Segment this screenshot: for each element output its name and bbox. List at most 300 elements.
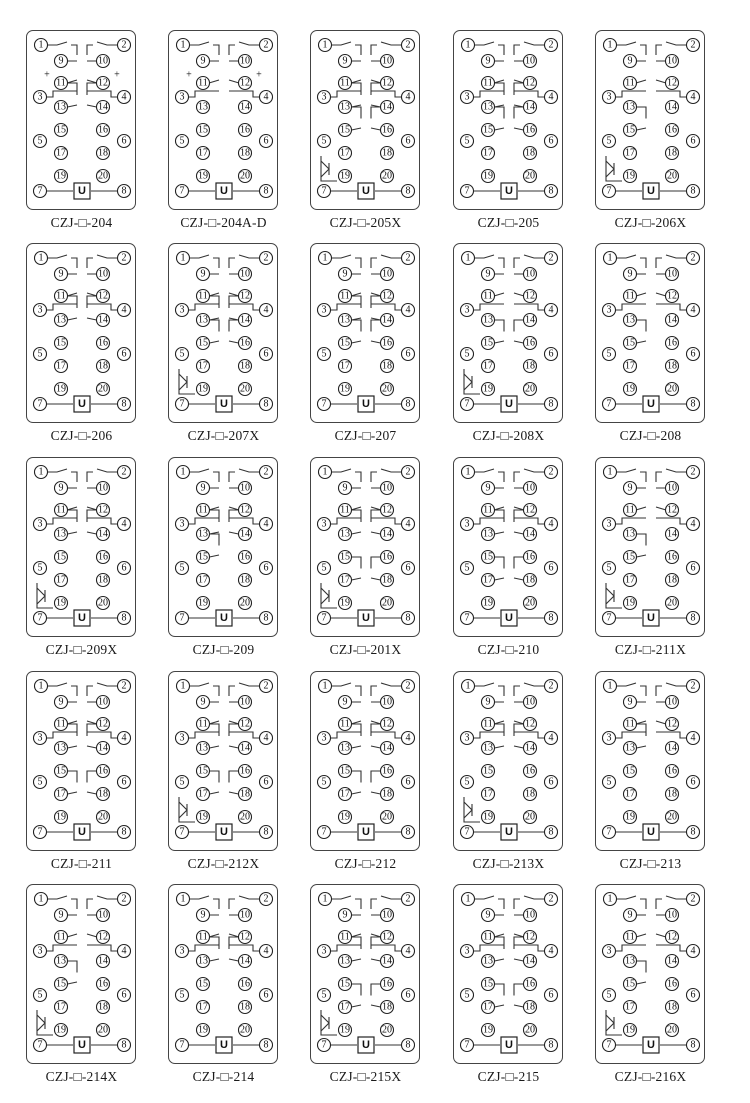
diagram-caption: CZJ-□-204A-D xyxy=(180,215,267,230)
terminal-13 xyxy=(55,528,68,541)
plus-left: + xyxy=(44,69,50,81)
terminal-14 xyxy=(524,101,537,114)
coil-u-box xyxy=(216,610,232,626)
svg-text:2: 2 xyxy=(121,893,127,905)
svg-text:U: U xyxy=(362,612,370,624)
svg-text:11: 11 xyxy=(198,931,208,943)
svg-text:19: 19 xyxy=(56,170,66,182)
terminal-6 xyxy=(260,989,273,1002)
contact-12-14 xyxy=(514,83,524,107)
coil-u-box xyxy=(501,396,517,412)
contact-11-13 xyxy=(495,937,505,961)
terminal-20 xyxy=(666,170,679,183)
svg-text:16: 16 xyxy=(667,551,677,563)
svg-text:11: 11 xyxy=(483,931,493,943)
svg-text:9: 9 xyxy=(342,55,348,67)
terminal-20 xyxy=(97,811,110,824)
contact-15-17 xyxy=(352,771,362,794)
terminal-15 xyxy=(482,978,495,991)
terminal-2 xyxy=(260,252,273,265)
svg-text:1: 1 xyxy=(180,893,186,905)
coil-u-box xyxy=(643,824,659,840)
svg-text:5: 5 xyxy=(321,348,327,360)
svg-text:14: 14 xyxy=(525,101,535,113)
svg-text:4: 4 xyxy=(121,945,127,957)
contact-13-15 xyxy=(637,534,647,557)
svg-text:17: 17 xyxy=(625,147,635,159)
terminal-19 xyxy=(197,597,210,610)
svg-text:15: 15 xyxy=(56,765,66,777)
coil-u-box xyxy=(643,183,659,199)
terminal-13 xyxy=(624,528,637,541)
terminal-9 xyxy=(197,268,210,281)
terminal-8 xyxy=(687,185,700,198)
terminal-9 xyxy=(55,909,68,922)
svg-text:7: 7 xyxy=(464,1039,470,1051)
svg-text:12: 12 xyxy=(382,931,392,943)
svg-text:13: 13 xyxy=(625,528,635,540)
svg-text:11: 11 xyxy=(198,290,208,302)
terminal-12 xyxy=(381,718,394,731)
terminal-11 xyxy=(624,77,637,90)
terminal-14 xyxy=(97,101,110,114)
terminal-19 xyxy=(55,1024,68,1037)
svg-text:15: 15 xyxy=(483,337,493,349)
terminal-3 xyxy=(603,732,616,745)
terminal-15 xyxy=(339,124,352,137)
terminal-16 xyxy=(239,765,252,778)
terminal-2 xyxy=(402,893,415,906)
terminal-3 xyxy=(34,91,47,104)
terminal-16 xyxy=(381,337,394,350)
svg-text:4: 4 xyxy=(548,732,554,744)
svg-text:2: 2 xyxy=(548,252,554,264)
diagram-caption: CZJ-□-207 xyxy=(334,428,397,443)
diagram-caption: CZJ-□-205 xyxy=(477,215,540,230)
svg-text:15: 15 xyxy=(625,337,635,349)
svg-text:1: 1 xyxy=(180,680,186,692)
terminal-4 xyxy=(545,304,558,317)
svg-text:18: 18 xyxy=(382,788,392,800)
contact-13-15 xyxy=(637,961,647,984)
terminal-18 xyxy=(97,147,110,160)
svg-text:3: 3 xyxy=(37,304,43,316)
svg-text:15: 15 xyxy=(56,124,66,136)
svg-text:2: 2 xyxy=(121,252,127,264)
terminal-6 xyxy=(260,562,273,575)
terminal-2 xyxy=(402,680,415,693)
svg-text:15: 15 xyxy=(483,765,493,777)
svg-text:10: 10 xyxy=(240,268,250,280)
terminal-17 xyxy=(482,360,495,373)
terminal-14 xyxy=(239,528,252,541)
svg-text:U: U xyxy=(505,185,513,197)
terminal-4 xyxy=(260,91,273,104)
relay-diagram xyxy=(26,457,136,637)
svg-text:13: 13 xyxy=(483,314,493,326)
svg-text:2: 2 xyxy=(121,680,127,692)
svg-text:15: 15 xyxy=(56,337,66,349)
svg-text:18: 18 xyxy=(240,574,250,586)
svg-text:11: 11 xyxy=(625,718,635,730)
terminal-11 xyxy=(624,290,637,303)
svg-text:13: 13 xyxy=(198,101,208,113)
terminal-17 xyxy=(339,574,352,587)
terminal-18 xyxy=(239,1001,252,1014)
terminal-1 xyxy=(319,466,332,479)
diode-symbol xyxy=(321,156,337,181)
terminal-6 xyxy=(545,348,558,361)
coil-u-box xyxy=(501,824,517,840)
svg-text:9: 9 xyxy=(485,268,491,280)
wiring-svg xyxy=(454,885,564,1065)
terminal-12 xyxy=(666,718,679,731)
coil-u-box xyxy=(643,1037,659,1053)
terminal-9 xyxy=(624,268,637,281)
svg-text:9: 9 xyxy=(58,55,64,67)
coil-u-box xyxy=(74,183,90,199)
terminal-10 xyxy=(381,482,394,495)
terminal-19 xyxy=(55,383,68,396)
diagram-caption: CZJ-□-204 xyxy=(50,215,113,230)
svg-text:18: 18 xyxy=(98,574,108,586)
svg-text:12: 12 xyxy=(98,718,108,730)
terminal-10 xyxy=(239,696,252,709)
relay-diagram xyxy=(168,671,278,851)
svg-text:20: 20 xyxy=(240,1024,250,1036)
terminal-12 xyxy=(97,290,110,303)
relay-diagram xyxy=(310,884,420,1064)
terminal-4 xyxy=(687,304,700,317)
svg-text:2: 2 xyxy=(121,466,127,478)
terminal-5 xyxy=(34,348,47,361)
terminal-18 xyxy=(97,574,110,587)
svg-text:3: 3 xyxy=(464,304,470,316)
terminal-11 xyxy=(197,931,210,944)
terminal-9 xyxy=(339,482,352,495)
svg-text:3: 3 xyxy=(37,518,43,530)
terminal-19 xyxy=(624,383,637,396)
svg-text:9: 9 xyxy=(58,909,64,921)
svg-text:15: 15 xyxy=(198,978,208,990)
terminal-13 xyxy=(339,101,352,114)
svg-text:14: 14 xyxy=(525,955,535,967)
terminal-20 xyxy=(381,811,394,824)
terminal-5 xyxy=(461,776,474,789)
svg-text:14: 14 xyxy=(382,314,392,326)
terminal-2 xyxy=(545,893,558,906)
terminal-17 xyxy=(197,574,210,587)
terminal-2 xyxy=(260,466,273,479)
terminal-4 xyxy=(687,732,700,745)
contact-16-18 xyxy=(371,771,381,794)
terminal-4 xyxy=(545,518,558,531)
terminal-16 xyxy=(97,978,110,991)
relay-diagram xyxy=(310,243,420,423)
terminal-15 xyxy=(339,551,352,564)
svg-text:4: 4 xyxy=(548,304,554,316)
terminal-16 xyxy=(524,337,537,350)
contact-11-13 xyxy=(352,937,362,961)
wiring-svg xyxy=(454,672,564,852)
diagram-caption: CZJ-□-211 xyxy=(50,856,113,871)
svg-text:7: 7 xyxy=(606,185,612,197)
svg-text:U: U xyxy=(220,398,228,410)
svg-text:17: 17 xyxy=(483,788,493,800)
terminal-13 xyxy=(197,528,210,541)
svg-text:16: 16 xyxy=(667,765,677,777)
contact-12-14 xyxy=(229,937,239,961)
terminal-4 xyxy=(260,304,273,317)
svg-text:17: 17 xyxy=(625,360,635,372)
diode-symbol xyxy=(464,797,480,822)
wiring-svg xyxy=(27,31,137,211)
terminal-4 xyxy=(260,945,273,958)
svg-text:2: 2 xyxy=(405,39,411,51)
terminal-1 xyxy=(177,39,190,52)
terminal-6 xyxy=(260,135,273,148)
svg-text:10: 10 xyxy=(240,909,250,921)
diode-symbol xyxy=(321,583,337,608)
svg-text:U: U xyxy=(362,185,370,197)
terminal-17 xyxy=(55,360,68,373)
svg-text:4: 4 xyxy=(121,91,127,103)
terminal-16 xyxy=(666,337,679,350)
svg-text:4: 4 xyxy=(690,945,696,957)
terminal-15 xyxy=(339,978,352,991)
svg-text:19: 19 xyxy=(198,811,208,823)
svg-text:10: 10 xyxy=(667,55,677,67)
terminal-1 xyxy=(319,39,332,52)
svg-text:19: 19 xyxy=(625,811,635,823)
svg-text:11: 11 xyxy=(56,290,66,302)
svg-text:U: U xyxy=(362,1039,370,1051)
svg-text:16: 16 xyxy=(240,337,250,349)
svg-text:17: 17 xyxy=(198,574,208,586)
svg-text:3: 3 xyxy=(321,945,327,957)
terminal-9 xyxy=(482,482,495,495)
svg-text:18: 18 xyxy=(525,788,535,800)
terminal-2 xyxy=(545,466,558,479)
svg-text:3: 3 xyxy=(321,732,327,744)
terminal-6 xyxy=(118,562,131,575)
contact-12-14 xyxy=(229,510,239,534)
svg-text:8: 8 xyxy=(121,1039,127,1051)
terminal-19 xyxy=(624,1024,637,1037)
terminal-4 xyxy=(118,91,131,104)
svg-text:8: 8 xyxy=(121,612,127,624)
terminal-19 xyxy=(482,811,495,824)
terminal-17 xyxy=(55,147,68,160)
terminal-3 xyxy=(176,91,189,104)
svg-text:6: 6 xyxy=(690,989,696,1001)
terminal-16 xyxy=(381,551,394,564)
contact-11-13 xyxy=(637,724,647,748)
svg-text:15: 15 xyxy=(340,978,350,990)
terminal-19 xyxy=(339,597,352,610)
contact-15-17 xyxy=(495,557,505,580)
svg-text:13: 13 xyxy=(625,955,635,967)
svg-text:4: 4 xyxy=(405,91,411,103)
svg-text:8: 8 xyxy=(690,612,696,624)
svg-text:14: 14 xyxy=(525,314,535,326)
terminal-5 xyxy=(34,135,47,148)
terminal-10 xyxy=(524,909,537,922)
svg-text:14: 14 xyxy=(98,955,108,967)
diode-symbol xyxy=(606,1010,622,1035)
terminal-15 xyxy=(482,765,495,778)
svg-text:13: 13 xyxy=(198,314,208,326)
svg-text:7: 7 xyxy=(37,398,43,410)
terminal-14 xyxy=(239,314,252,327)
terminal-14 xyxy=(239,101,252,114)
terminal-9 xyxy=(482,909,495,922)
svg-text:14: 14 xyxy=(98,101,108,113)
contact-16-18 xyxy=(514,984,524,1007)
terminal-6 xyxy=(118,776,131,789)
svg-text:14: 14 xyxy=(667,528,677,540)
terminal-17 xyxy=(482,147,495,160)
relay-diagram xyxy=(453,457,563,637)
terminal-11 xyxy=(339,290,352,303)
svg-text:17: 17 xyxy=(625,574,635,586)
svg-text:4: 4 xyxy=(263,945,269,957)
contact-13-15 xyxy=(637,320,647,343)
terminal-15 xyxy=(55,124,68,137)
svg-text:5: 5 xyxy=(37,562,43,574)
diagram-caption: CZJ-□-215X xyxy=(329,1069,402,1084)
terminal-12 xyxy=(524,718,537,731)
svg-text:20: 20 xyxy=(525,811,535,823)
relay-diagram xyxy=(26,884,136,1064)
terminal-18 xyxy=(666,788,679,801)
svg-text:9: 9 xyxy=(342,696,348,708)
svg-text:7: 7 xyxy=(179,398,185,410)
svg-text:7: 7 xyxy=(179,185,185,197)
svg-text:13: 13 xyxy=(340,742,350,754)
terminal-10 xyxy=(97,482,110,495)
terminal-7 xyxy=(176,398,189,411)
terminal-3 xyxy=(318,518,331,531)
terminal-5 xyxy=(34,776,47,789)
terminal-10 xyxy=(666,482,679,495)
terminal-12 xyxy=(239,77,252,90)
svg-text:8: 8 xyxy=(263,612,269,624)
wiring-svg xyxy=(596,31,706,211)
terminal-20 xyxy=(666,597,679,610)
svg-text:U: U xyxy=(505,398,513,410)
svg-text:17: 17 xyxy=(198,147,208,159)
svg-text:4: 4 xyxy=(405,945,411,957)
svg-text:12: 12 xyxy=(382,504,392,516)
svg-text:U: U xyxy=(505,1039,513,1051)
terminal-16 xyxy=(666,765,679,778)
svg-text:3: 3 xyxy=(606,732,612,744)
svg-text:2: 2 xyxy=(548,466,554,478)
terminal-6 xyxy=(118,348,131,361)
terminal-2 xyxy=(260,39,273,52)
wiring-svg xyxy=(311,885,421,1065)
svg-text:4: 4 xyxy=(263,91,269,103)
svg-text:1: 1 xyxy=(38,893,44,905)
terminal-4 xyxy=(545,91,558,104)
contact-15-17 xyxy=(210,771,220,794)
terminal-7 xyxy=(461,1039,474,1052)
relay-diagram xyxy=(26,671,136,851)
svg-text:4: 4 xyxy=(121,304,127,316)
terminal-10 xyxy=(666,909,679,922)
svg-text:17: 17 xyxy=(340,147,350,159)
svg-text:15: 15 xyxy=(625,978,635,990)
terminal-10 xyxy=(666,55,679,68)
svg-text:7: 7 xyxy=(321,612,327,624)
contact-12-14 xyxy=(371,296,381,320)
terminal-3 xyxy=(603,91,616,104)
terminal-15 xyxy=(624,978,637,991)
terminal-9 xyxy=(197,909,210,922)
svg-text:18: 18 xyxy=(667,360,677,372)
terminal-11 xyxy=(482,931,495,944)
contact-13-15 xyxy=(352,320,362,343)
terminal-9 xyxy=(339,909,352,922)
svg-text:4: 4 xyxy=(121,518,127,530)
svg-text:5: 5 xyxy=(37,135,43,147)
svg-text:19: 19 xyxy=(625,597,635,609)
diagram-caption: CZJ-□-212 xyxy=(334,856,397,871)
svg-text:20: 20 xyxy=(382,1024,392,1036)
svg-text:9: 9 xyxy=(627,909,633,921)
svg-text:5: 5 xyxy=(37,989,43,1001)
terminal-14 xyxy=(666,742,679,755)
terminal-9 xyxy=(339,696,352,709)
diagram-caption: CZJ-□-206 xyxy=(50,428,113,443)
svg-text:U: U xyxy=(362,398,370,410)
wiring-svg xyxy=(169,31,279,211)
terminal-20 xyxy=(239,383,252,396)
terminal-5 xyxy=(176,135,189,148)
terminal-17 xyxy=(55,574,68,587)
terminal-15 xyxy=(482,337,495,350)
terminal-16 xyxy=(239,551,252,564)
terminal-11 xyxy=(55,77,68,90)
svg-text:8: 8 xyxy=(121,398,127,410)
terminal-3 xyxy=(34,304,47,317)
terminal-4 xyxy=(118,518,131,531)
svg-text:6: 6 xyxy=(121,348,127,360)
svg-text:1: 1 xyxy=(38,680,44,692)
terminal-1 xyxy=(35,466,48,479)
terminal-8 xyxy=(402,1039,415,1052)
svg-text:9: 9 xyxy=(200,482,206,494)
terminal-3 xyxy=(318,945,331,958)
svg-text:U: U xyxy=(78,398,86,410)
terminal-16 xyxy=(666,124,679,137)
contact-13-15 xyxy=(210,320,220,343)
svg-text:14: 14 xyxy=(240,101,250,113)
terminal-3 xyxy=(176,945,189,958)
terminal-2 xyxy=(687,466,700,479)
terminal-5 xyxy=(318,989,331,1002)
svg-text:6: 6 xyxy=(690,135,696,147)
terminal-4 xyxy=(687,945,700,958)
terminal-7 xyxy=(603,826,616,839)
terminal-3 xyxy=(461,945,474,958)
terminal-3 xyxy=(176,732,189,745)
contact-12-14 xyxy=(371,83,381,107)
contact-16-18 xyxy=(371,557,381,580)
terminal-5 xyxy=(461,348,474,361)
terminal-17 xyxy=(197,1001,210,1014)
